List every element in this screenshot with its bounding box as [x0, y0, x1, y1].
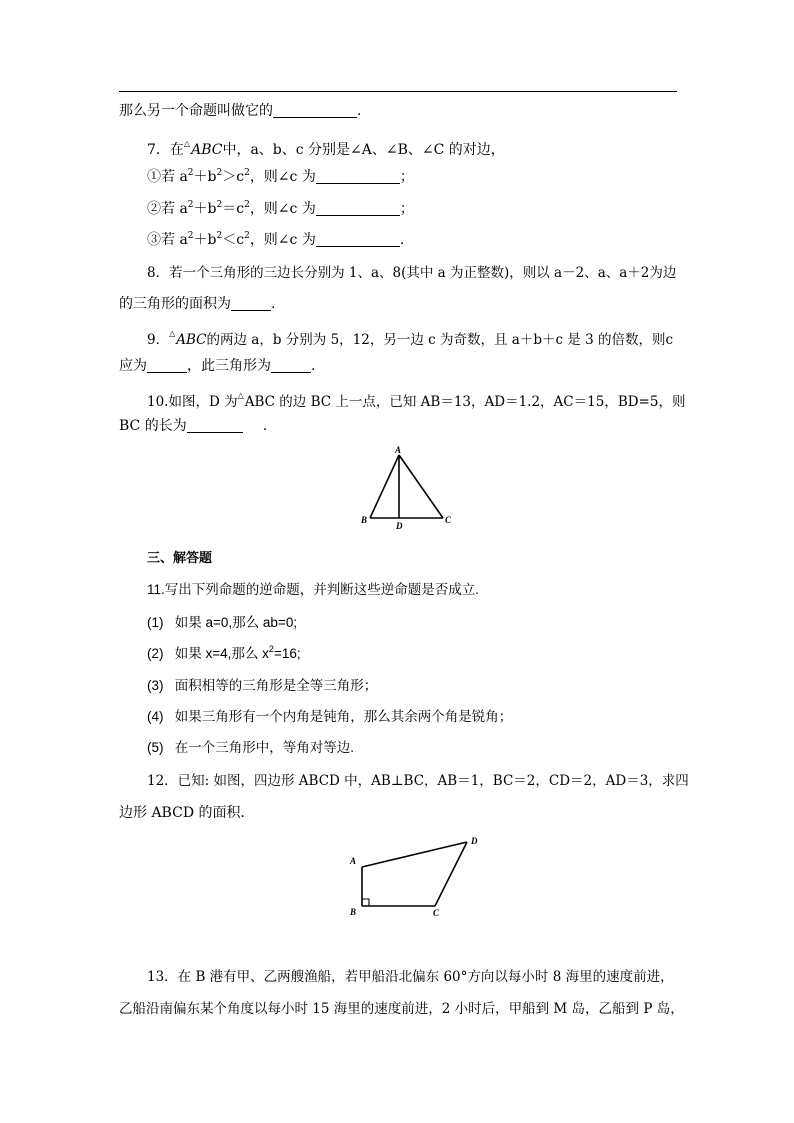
right-angle-mark [362, 899, 369, 906]
q6-tail-text: 那么另一个命题叫做它的 [119, 103, 273, 119]
q6-answer-blank[interactable] [273, 103, 357, 118]
label-d: D [396, 521, 403, 531]
q7-item-2-sq-a: 2 [187, 200, 194, 210]
q7-item-3-sq-a: 2 [187, 231, 194, 241]
q8-line-2-text: 的三角形的面积为 [119, 296, 231, 312]
q7-number: 7．在 [147, 142, 184, 158]
q7-triangle-name: ABC [191, 142, 223, 158]
q11-item-4 [147, 707, 512, 727]
q10-line-1-a: 10.如图，D 为 [147, 394, 238, 410]
q7-item-2-end: ； [399, 201, 414, 217]
q11-item-3-text: 面积相等的三角形是全等三角形； [174, 678, 378, 693]
q7-item-3-tail: ，则∠c 为 [249, 232, 316, 248]
q11-item-2-text-b: =16; [273, 646, 301, 661]
q11-item-5-text: 在一个三角形中，等角对等边. [174, 740, 355, 755]
q11-item-1 [147, 613, 297, 633]
q11-item-3-num: (3) [147, 678, 164, 693]
label-d: D [471, 836, 478, 846]
q8-answer-blank[interactable] [231, 296, 271, 311]
q13-line-2: 乙船沿南偏东某个角度以每小时 15 海里的速度前进，2 小时后，甲船到 M 岛，乙船到 P 岛， [119, 1001, 684, 1017]
q8-line-2 [119, 294, 275, 314]
q9-line-2-b: ，此三角形为 [187, 358, 271, 374]
triangle-icon: △ [237, 391, 244, 400]
q7-item-3-sq-c: 2 [244, 231, 250, 241]
q6-tail-line [119, 101, 361, 121]
q11-item-2-num: (2) [147, 646, 164, 661]
q9-blank-type[interactable] [271, 358, 311, 373]
q7-item-1-sq-b: 2 [216, 168, 223, 178]
q10-end: . [262, 418, 268, 434]
q7-item-2-tail: ，则∠c 为 [249, 201, 316, 217]
q11-item-3 [147, 676, 377, 696]
q11-item-4-num: (4) [147, 709, 164, 724]
q11-item-5 [147, 738, 354, 758]
q9-end: . [311, 358, 316, 374]
triangle-icon: △ [169, 329, 176, 338]
q11-item-2 [147, 644, 301, 664]
q11-item-5-num: (5) [147, 740, 164, 755]
section-title: 三、解答题 [147, 551, 213, 566]
segment-cd [435, 842, 467, 906]
q7-intro [147, 134, 505, 160]
q7-item-2-sq-b: 2 [216, 200, 223, 210]
q7-item-2-mid: ＋b [193, 201, 217, 217]
q7-item-2-rel: ＝c [222, 201, 245, 217]
q11-item-4-text: 如果三角形有一个内角是钝角，那么其余两个角是锐角； [174, 709, 513, 724]
header-rule [119, 91, 677, 92]
q7-intro-text: 中，a、b、c 分别是∠A、∠B、∠C 的对边， [222, 142, 505, 158]
q9-line-2-a: 应为 [119, 358, 147, 374]
q11-item-1-num: (1) [147, 615, 164, 630]
q8-end: . [271, 296, 276, 312]
segment-ab [370, 455, 399, 518]
q7-item-1-sq-a: 2 [187, 168, 194, 178]
label-b: B [361, 515, 368, 525]
label-c: C [445, 515, 452, 525]
q8-line-1: 8．若一个三角形的三边长分别为 1、a、8(其中 a 为正整数)，则以 a－2、a、a＋2为边 [147, 265, 677, 281]
q7-item-3 [147, 230, 404, 250]
q11-item-2-text-a: 如果 x=4,那么 x [174, 646, 269, 661]
q7-item-1-sq-c: 2 [244, 168, 250, 178]
q10-line-1 [147, 386, 685, 412]
q7-item-2-blank[interactable] [316, 201, 400, 216]
q12-line-1: 12．已知: 如图，四边形 ABCD 中，AB⊥BC，AB＝1，BC＝2，CD＝2，AD＝3，求四 [147, 773, 689, 789]
q7-item-3-lead: ③若 a [147, 232, 188, 248]
q7-item-1-lead: ①若 a [147, 169, 188, 185]
q11-title: 11.写出下列命题的逆命题，并判断这些逆命题是否成立. [147, 582, 480, 597]
q9-line-1 [147, 324, 673, 350]
q10-line-1-b: 的边 BC 上一点，已知 AB＝13，AD＝1.2，AC＝15，BD=5，则 [275, 394, 686, 410]
q7-item-1-end: ； [399, 169, 414, 185]
label-c: C [433, 908, 440, 918]
q7-item-3-sq-b: 2 [216, 231, 223, 241]
q11-item-1-text: 如果 a=0,那么 ab=0; [174, 615, 298, 630]
q12-line-2: 边形 ABCD 的面积． [119, 805, 255, 821]
q7-item-3-mid: ＋b [193, 232, 217, 248]
label-b: B [350, 907, 357, 917]
figure-quadrilateral-abcd [340, 828, 490, 923]
q10-triangle-name: ABC [244, 394, 275, 410]
q7-item-2-lead: ②若 a [147, 201, 188, 217]
q10-answer-blank[interactable] [187, 418, 243, 433]
triangle-icon: △ [183, 139, 191, 148]
q9-line-1-text: 的两边 a，b 分别为 5，12，另一边 c 为奇数，且 a＋b＋c 是 3 的倍数，则c [206, 332, 674, 348]
label-a: A [395, 445, 402, 455]
q7-item-2 [147, 199, 414, 219]
segment-da [362, 842, 467, 867]
q10-line-2 [119, 416, 267, 436]
q9-triangle-name: ABC [176, 332, 207, 348]
q7-item-3-end: . [399, 232, 405, 248]
q7-item-1-blank[interactable] [316, 169, 400, 184]
q11-item-2-sup: 2 [268, 644, 274, 654]
q10-line-2-text: BC 的长为 [119, 418, 187, 434]
label-a: A [350, 856, 357, 866]
segment-ac [399, 455, 443, 518]
q13-line-1: 13．在 B 港有甲、乙两艘渔船，若甲船沿北偏东 60°方向以每小时 8 海里的速度前进， [147, 969, 674, 985]
q7-item-1 [147, 167, 414, 187]
q7-item-1-mid: ＋b [193, 169, 217, 185]
q7-item-1-tail: ，则∠c 为 [249, 169, 316, 185]
q7-item-3-blank[interactable] [316, 232, 400, 247]
q7-item-1-rel: ＞c [222, 169, 245, 185]
q7-item-2-sq-c: 2 [244, 200, 250, 210]
q6-tail-end: . [357, 103, 362, 119]
q9-number: 9． [147, 332, 170, 348]
q7-item-3-rel: ＜c [222, 232, 245, 248]
figure-triangle-abd [355, 445, 465, 535]
q9-line-2 [119, 356, 315, 376]
q9-blank-c[interactable] [147, 358, 187, 373]
